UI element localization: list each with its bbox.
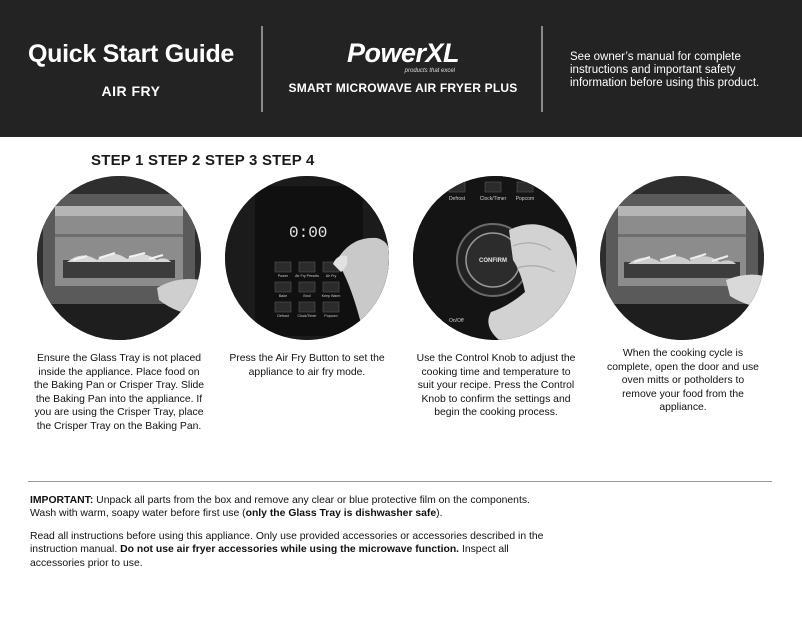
product-name: SMART MICROWAVE AIR FRYER PLUS — [288, 81, 518, 95]
panel-label-clock-timer: Clock/Timer — [297, 314, 317, 318]
accessory-warning: Do not use air fryer accessories while using the microwave function. — [120, 544, 460, 556]
step-1-photo — [37, 176, 201, 340]
panel-label-air-fry-presets: Air Fry Presets — [295, 274, 319, 278]
important-label: IMPORTANT: — [30, 495, 94, 506]
step-4-description: When the cooking cycle is complete, open the door and use oven mitts or potholders to remove your food from the appliance. — [607, 348, 759, 414]
step-2-description: Press the Air Fry Button to set the appliance to air fry mode. — [229, 353, 385, 378]
instructions-text-end: Inspect all accessories prior to use. — [30, 544, 509, 569]
display-readout: 0:00 — [289, 224, 328, 242]
brand-logo-text: PowerXL — [346, 38, 460, 68]
step-1-image — [37, 176, 201, 340]
step-3-image — [413, 176, 577, 340]
step-1-description: Ensure the Glass Tray is not placed inside the appliance. Place food on the Baking Pan or Crisper Tray. Slide the Baking Pan into the appliance. If you are using the Crisper Tray, place the Crisper Tray on the Baking Pan. — [33, 353, 205, 432]
panel-label-clock-timer: Clock/Timer — [479, 196, 507, 202]
step-4-image — [600, 176, 764, 340]
header-divider — [261, 26, 263, 112]
brand-tagline: products that excel — [404, 68, 456, 74]
brand-block — [276, 38, 530, 95]
panel-label-broil: Broil — [303, 294, 311, 298]
panel-label-air-fry: Air Fry — [325, 274, 337, 278]
brand-logo — [346, 38, 460, 74]
important-notice — [30, 494, 550, 521]
instructions-notice — [30, 530, 550, 570]
panel-label-popcorn: Popcorn — [515, 196, 535, 202]
panel-label-defrost: Defrost — [448, 196, 466, 202]
dishwasher-note: only the Glass Tray is dishwasher safe — [245, 508, 437, 520]
step-4-photo — [600, 176, 764, 340]
header-divider — [541, 26, 543, 112]
knob-label: CONFIRM — [479, 258, 507, 264]
header-banner — [0, 0, 802, 137]
panel-label-power: Power — [277, 274, 289, 278]
panel-label-keep-warm: Keep Warm — [321, 294, 341, 298]
panel-label-popcorn: Popcorn — [324, 314, 338, 318]
step-2-image — [225, 176, 389, 340]
section-divider — [28, 481, 772, 482]
step-3-description: Use the Control Knob to adjust the cooking time and temperature to suit your recipe. Press the Control Knob to confirm the settings and begin the cooking process. — [416, 353, 576, 419]
steps-label: STEP 1 STEP 2 STEP 3 STEP 4 — [91, 152, 315, 169]
guide-title: Quick Start Guide — [27, 40, 235, 68]
step-3-photo — [413, 176, 577, 340]
instructions-text: Read all instructions before using this appliance. Only use provided accessories or accessories described in the instruction manual. — [30, 531, 544, 556]
panel-label-lock: Lock — [431, 318, 442, 324]
guide-subtitle: AIR FRY — [101, 83, 161, 99]
header-title-block — [0, 40, 262, 99]
panel-label-on-off: On/Off — [449, 318, 464, 324]
safety-notice: See owner’s manual for complete instructions and important safety information before using this product. — [570, 51, 760, 89]
panel-label-bake: Bake — [278, 294, 288, 298]
important-text-end: ). — [436, 508, 443, 520]
step-2-photo — [225, 176, 389, 340]
panel-label-defrost: Defrost — [277, 314, 289, 318]
important-text: Unpack all parts from the box and remove any clear or blue protective film on the components. Wash with warm, soapy water before first use ( — [30, 495, 530, 520]
